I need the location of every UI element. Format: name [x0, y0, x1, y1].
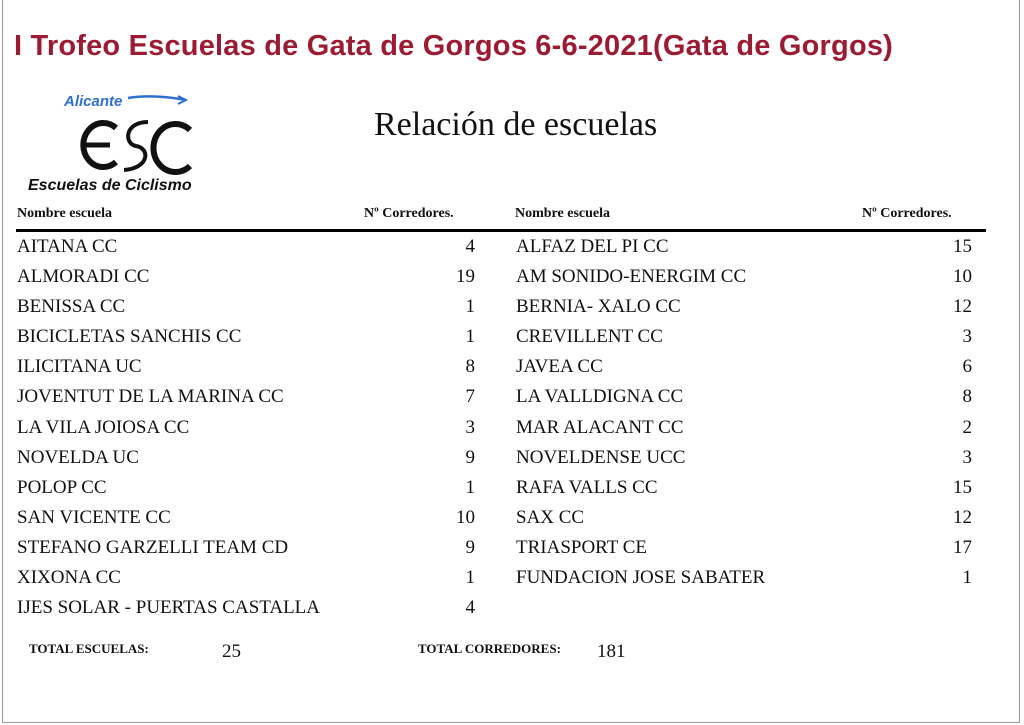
school-name: XIXONA CC [17, 567, 121, 589]
header-name-left: Nombre escuela [17, 206, 112, 221]
svg-text:Alicante: Alicante [64, 93, 123, 110]
rider-count: 4 [465, 597, 475, 619]
school-name: FUNDACION JOSE SABATER [516, 567, 766, 589]
rider-count: 15 [953, 236, 972, 257]
table-row [516, 473, 972, 503]
esc-logo [28, 92, 250, 194]
total-riders-value: 181 [597, 641, 626, 662]
rider-count: 12 [953, 506, 972, 528]
table-row [17, 262, 475, 292]
table-row [516, 533, 972, 563]
rider-count: 7 [465, 386, 475, 408]
rider-count: 8 [465, 356, 475, 378]
table-row [17, 443, 475, 473]
table-row [17, 232, 475, 262]
rider-count: 15 [953, 476, 972, 498]
rider-count: 8 [962, 386, 972, 408]
header-count-right: Nº Corredores. [862, 206, 952, 221]
table-row [516, 322, 972, 352]
school-name: MAR ALACANT CC [516, 416, 684, 438]
school-name: ALFAZ DEL PI CC [516, 236, 669, 257]
header-name-right: Nombre escuela [515, 206, 610, 221]
table-row [516, 443, 972, 473]
school-name: BENISSA CC [17, 296, 126, 318]
esc-logo-icon [28, 92, 250, 194]
school-name: IJES SOLAR - PUERTAS CASTALLA [17, 597, 321, 619]
school-name: AM SONIDO-ENERGIM CC [516, 266, 747, 288]
school-name: JAVEA CC [516, 356, 603, 378]
svg-text:Escuelas de Ciclismo: Escuelas de Ciclismo [28, 177, 192, 194]
table-row [17, 533, 475, 563]
school-name: STEFANO GARZELLI TEAM CD [17, 536, 289, 558]
school-list-right [516, 232, 972, 593]
table-row [516, 262, 972, 292]
header-count-left: Nº Corredores. [364, 206, 454, 221]
school-name: LA VALLDIGNA CC [516, 386, 684, 408]
total-schools-value: 25 [222, 641, 241, 662]
school-list-left [17, 232, 475, 623]
school-name: RAFA VALLS CC [516, 476, 658, 498]
table-row [516, 352, 972, 382]
school-name: JOVENTUT DE LA MARINA CC [17, 386, 284, 408]
table-row [17, 503, 475, 533]
school-name: BERNIA- XALO CC [516, 296, 681, 318]
rider-count: 1 [465, 326, 475, 348]
school-name: POLOP CC [17, 476, 107, 498]
school-name: CREVILLENT CC [516, 326, 663, 348]
rider-count: 3 [465, 416, 475, 438]
table-row [17, 382, 475, 412]
school-name: ALMORADI CC [17, 266, 150, 288]
school-name: ILICITANA UC [17, 356, 142, 378]
rider-count: 10 [456, 506, 475, 528]
document-title: I Trofeo Escuelas de Gata de Gorgos 6-6-2021(Gata de Gorgos) [14, 30, 894, 62]
rider-count: 1 [465, 296, 475, 318]
rider-count: 4 [465, 236, 475, 257]
rider-count: 3 [962, 446, 972, 468]
rider-count: 1 [962, 567, 972, 589]
table-row [17, 473, 475, 503]
table-row [17, 352, 475, 382]
table-row [17, 593, 475, 623]
rider-count: 1 [465, 567, 475, 589]
school-name: AITANA CC [17, 236, 118, 257]
table-row [516, 292, 972, 322]
total-schools-label: TOTAL ESCUELAS: [29, 641, 149, 656]
table-row [17, 292, 475, 322]
table-row [516, 382, 972, 412]
school-name: SAN VICENTE CC [17, 506, 171, 528]
school-name: BICICLETAS SANCHIS CC [17, 326, 242, 348]
school-name: TRIASPORT CE [516, 536, 648, 558]
rider-count: 2 [962, 416, 972, 438]
rider-count: 9 [465, 446, 475, 468]
rider-count: 17 [953, 536, 972, 558]
rider-count: 9 [465, 536, 475, 558]
rider-count: 19 [456, 266, 475, 288]
school-name: LA VILA JOIOSA CC [17, 416, 190, 438]
rider-count: 10 [953, 266, 972, 288]
table-row [516, 503, 972, 533]
table-row [17, 413, 475, 443]
school-name: SAX CC [516, 506, 585, 528]
table-row [17, 563, 475, 593]
rider-count: 3 [962, 326, 972, 348]
rider-count: 1 [465, 476, 475, 498]
table-row [516, 413, 972, 443]
page-subtitle: Relación de escuelas [374, 106, 658, 143]
school-name: NOVELDA UC [17, 446, 139, 468]
table-row [516, 563, 972, 593]
total-riders-label: TOTAL CORREDORES: [418, 641, 561, 656]
table-row [17, 322, 475, 352]
table-row [516, 232, 972, 262]
rider-count: 12 [953, 296, 972, 318]
school-name: NOVELDENSE UCC [516, 446, 686, 468]
rider-count: 6 [962, 356, 972, 378]
